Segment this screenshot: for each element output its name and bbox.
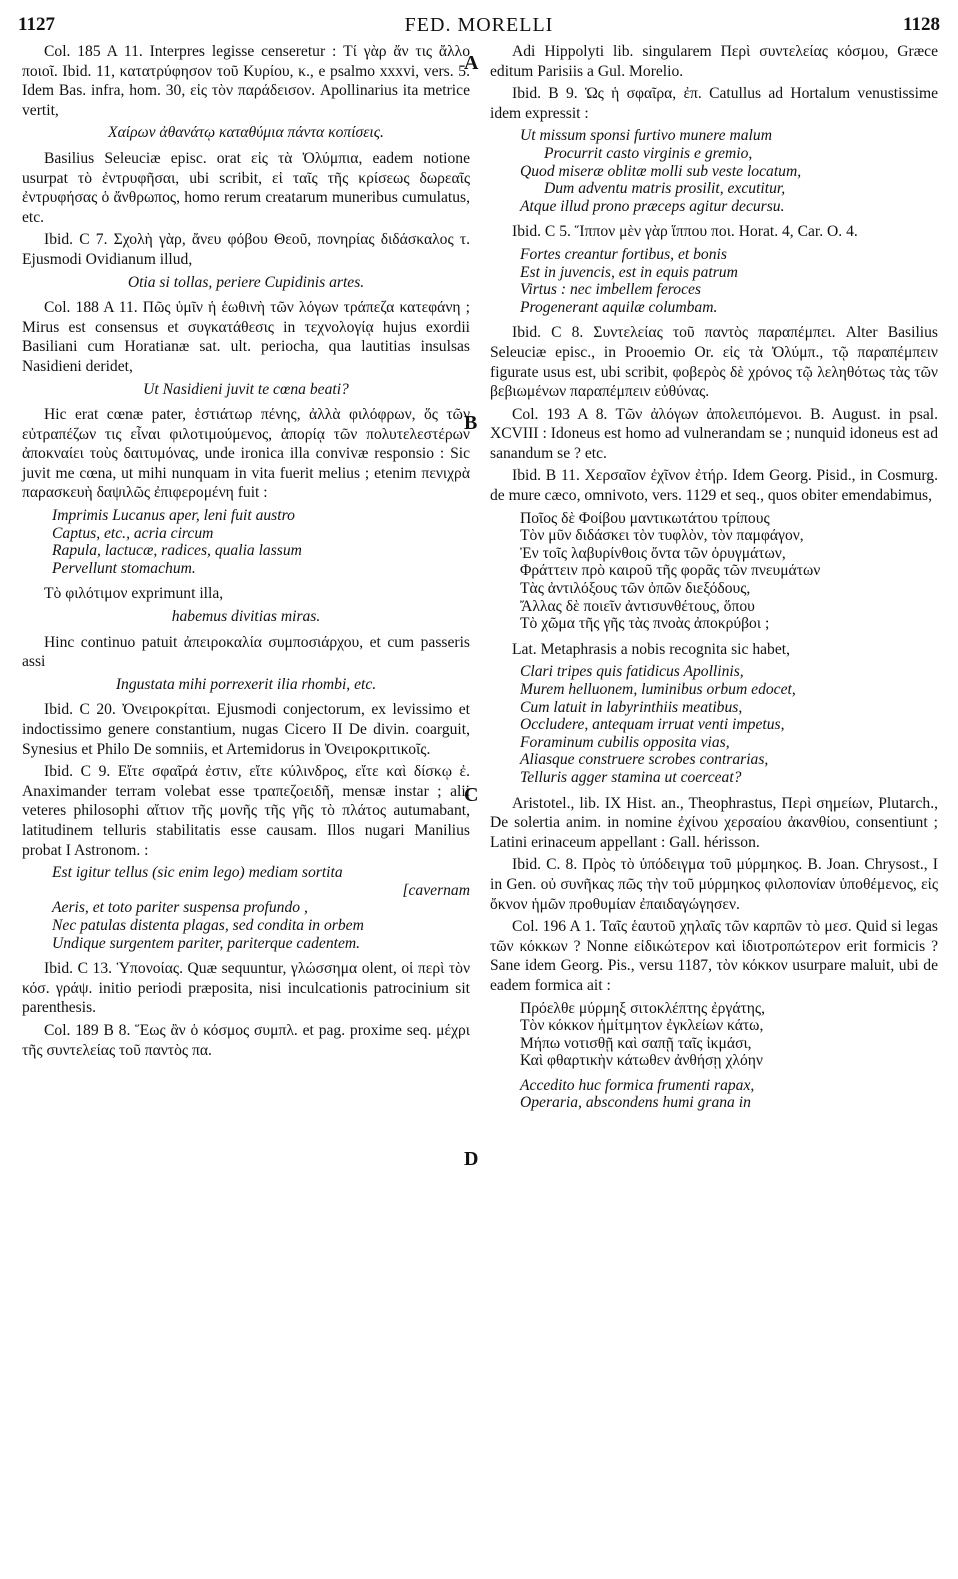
verse-block [520, 246, 938, 316]
verse-line: Fortes creantur fortibus, et bonis [520, 245, 727, 263]
paragraph: Ibid. C 13. Ὑπονοίας. Quæ sequuntur, γλώσσημα olent, οἱ περὶ τὸν κόσ. γράψ. initio periodi præposita, nisi inculcationis patrocinium sit parenthesis. [22, 960, 470, 1017]
verse-line: Captus, etc., acria circum [52, 524, 214, 542]
verse-line: Est igitur tellus (sic enim lego) mediam sortita [52, 864, 343, 882]
verse-line: Τὸ χῶμα τῆς γῆς τὰς πνοὰς ἀποκρύβοι ; [520, 615, 770, 633]
margin-marker-b: B [464, 412, 478, 434]
verse-line: Ut missum sponsi furtivo munere malum [520, 127, 772, 145]
margin-marker-c: C [464, 784, 479, 806]
verse-line: Aliasque construere scrobes contrarias, [520, 751, 769, 769]
quotation-line: habemus divitias miras. [171, 608, 321, 626]
verse-line: Φράττειν πρὸ καιροῦ τῆς φορᾶς τῶν πνευμάτων [520, 562, 821, 580]
right-column-number: 1128 [903, 14, 940, 35]
paragraph: Lat. Metaphrasis a nobis recognita sic habet, [512, 640, 790, 658]
verse-line: Τὰς ἀντιλόξους τῶν ὀπῶν διεξόδους, [520, 580, 751, 598]
paragraph: Hic erat cœnæ pater, ἑστιάτωρ πένης, ἀλλὰ φιλόφρων, ὅς τῶν εὐτραπέζων τις εἶναι φιλοτιμούμενος, ἀπορίᾳ τῶν πολυτελεστέρων ἀποκναίει τοὺς δαιτυμόνας, unde ironica illa convivæ responsio : Sic juvit me cœna, ut mihi nunquam in vita fuerit melius ; etenim πενιχρὰ παρασκευὴ δαψιλῶς ἐπιφερομένη fuit : [22, 406, 470, 502]
paragraph: Basilius Seleuciæ episc. orat εἰς τὰ Ὀλύμπια, eadem notione usurpat τὸ ἐντρυφῆσαι, ubi scribit, εἰ ταῖς τῆς κρίσεως δωρεαῖς ἐντρυφήσας ὁ ἄνθρωπος, homo rerum creatarum muneribus cumulatus, etc. [22, 149, 470, 226]
quotation-line: Χαίρων ἀθανάτῳ καταθύμια πάντα κοπίσεις. [108, 124, 384, 142]
verse-line: Ποῖος δὲ Φοίβου μαντικωτάτου τρίπους [520, 509, 770, 527]
verse-block [520, 1077, 938, 1112]
verse-line: Pervellunt stomachum. [52, 559, 196, 577]
verse-line: Progenerant aquilæ columbam. [520, 298, 718, 316]
verse-line: Accedito huc formica frumenti rapax, [520, 1076, 755, 1094]
verse-line: Atque illud prono præceps agitur decursu. [520, 197, 785, 215]
left-column [22, 42, 470, 1063]
paragraph: Col. 193 A 8. Τῶν ἀλόγων ἀπολειπόμενοι. B. August. in psal. XCVIII : Idoneus est homo ad vulnerandam se ; nunquid idoneus est ad sanandum se ? etc. [490, 405, 938, 462]
verse-line: Undique surgentem pariter, pariterque cadentem. [52, 934, 361, 952]
paragraph: Col. 189 B 8. Ἕως ἂν ὁ κόσμος συμπλ. et pag. proxime seq. μέχρι τῆς συντελείας τοῦ παντὸς πα. [22, 1021, 470, 1059]
verse-line: Clari tripes quis fatidicus Apollinis, [520, 663, 744, 681]
paragraph: Adi Hippolyti lib. singularem Περὶ συντελείας κόσμου, Græce editum Parisiis a Gul. Morelio. [490, 43, 938, 80]
left-column-number: 1127 [18, 14, 55, 35]
verse-line: Murem helluonem, luminibus orbum edocet, [520, 681, 796, 698]
verse-block [520, 663, 938, 786]
quotation-line: Ingustata mihi porrexerit ilia rhombi, etc. [115, 675, 377, 693]
verse-line: Telluris agger stamina ut coerceat? [520, 768, 742, 786]
verse-line: [cavernam [402, 881, 470, 899]
verse-line: Μήπω νοτισθῇ καὶ σαπῇ ταῖς ἰκμάσι, [520, 1034, 752, 1052]
verse-block [520, 127, 938, 215]
verse-line: Καὶ φθαρτικὴν κάτωθεν ἀνθήσῃ χλόην [520, 1052, 763, 1070]
paragraph: Ibid. C 9. Εἴτε σφαῖρά ἐστιν, εἴτε κύλινδρος, εἴτε καὶ δίσκῳ ἐ. Anaximander terram volebat esse τραπεζοειδῆ, mensæ instar ; alii veteres philosophi αἴτιον τῆς μονῆς τῆς γῆς τὸ πλάτος autumabant, latitudinem telluris stabilitatis esse causam. Illos nugari Manilius probat I Astronom. : [22, 763, 470, 859]
margin-marker-a: A [464, 52, 479, 74]
verse-block [520, 1000, 938, 1070]
verse-line: Occludere, antequam irruat venti impetus, [520, 716, 785, 734]
verse-line: Virtus : nec imbellem feroces [520, 281, 702, 299]
paragraph: Col. 196 A 1. Ταῖς ἑαυτοῦ χηλαῖς τῶν καρπῶν τὸ μεσ. Quid si legas τῶν κόκκων ? Nonne εἰδικώτερον καὶ ἰδιοτροπώτερον erit formicis ? Sane idem Georg. Pis., versu 1187, τὸν κόκκον usurpare maluit, ubi de eadem formica ait : [490, 918, 938, 994]
verse-line: Πρόελθε μύρμηξ σιτοκλέπτης ἐργάτης, [520, 999, 765, 1017]
paragraph: Ibid. C 8. Συντελείας τοῦ παντὸς παραπέμπει. Alter Basilius Seleuciæ episc., in Prooemio Or. εἰς τὰ Ὀλύμπ., τῷ παραπέμπειν figurate usus est, ubi scribit, φοβερὸς δὲ χρόνος τῷ λεληθότως τὰς τῶν βεβιωμένων παραπέμπειν εὐθύνας. [490, 324, 938, 401]
verse-line: Operaria, abscondens humi grana in [520, 1094, 751, 1112]
paragraph: Col. 188 A 11. Πῶς ὑμῖν ἡ ἑωθινὴ τῶν λόγων τράπεζα κατεφάνη ; Mirus est consensus et συγκατάθεσις in τεχνολογίᾳ hujus exordii Basiliani cum Horatianæ sat. ult. periocha, qua lautitias insulsas Nasidieni deridet, [22, 299, 470, 375]
verse-line: Imprimis Lucanus aper, leni fuit austro [52, 507, 295, 525]
verse-line: Foraminum cubilis opposita vias, [520, 733, 730, 751]
verse-line: Nec patulas distenta plagas, sed condita in orbem [52, 916, 364, 934]
verse-line: Quod miseræ oblitæ molli sub veste locatum, [520, 162, 802, 180]
paragraph: Ibid. C. 8. Πρὸς τὸ ὑπόδειγμα τοῦ μύρμηκος. B. Joan. Chrysost., I in Gen. οὐ συνῆκας πῶς τὴν τοῦ μύρμηκος φιλοπονίαν ὑποθέμενος, εἰς ὄκνον ἡμῶν προθυμίαν ἐπαιδαγώγησεν. [490, 856, 938, 913]
margin-marker-d: D [464, 1148, 479, 1170]
paragraph: Ibid. C 7. Σχολὴ γὰρ, ἄνευ φόβου Θεοῦ, πονηρίας διδάσκαλος τ. Ejusmodi Ovidianum illud, [22, 231, 470, 268]
verse-line: Ἐν τοῖς λαβυρίνθοις ὄντα τῶν ὀρυγμάτων, [520, 544, 786, 562]
paragraph: Ibid. B 11. Χερσαῖον ἐχῖνον ἐτήρ. Idem Georg. Pisid., in Cosmurg. de mure cæco, omnivoto, vers. 1129 et seq., quos obiter emendabimus, [490, 467, 938, 505]
verse-line: Aeris, et toto pariter suspensa profundo , [52, 899, 308, 917]
verse-line: Rapula, lactucæ, radices, qualia lassum [52, 542, 302, 560]
verse-line: Τὸν κόκκον ἡμίτμητον ἐγκλείων κάτω, [520, 1017, 764, 1035]
paragraph: Τὸ φιλότιμον exprimunt illa, [44, 585, 224, 603]
quotation-line: Ut Nasidieni juvit te cœna beati? [143, 380, 349, 398]
verse-block [520, 510, 938, 633]
verse-line: Τὸν μῦν διδάσκει τὸν τυφλὸν, τὸν παμφάγον, [520, 527, 804, 545]
paragraph: Col. 185 A 11. Interpres legisse censeretur : Τί γὰρ ἄν τις ἄλλο ποιοῖ. Ibid. 11, κατατρύφησον τοῦ Κυρίου, κ., e psalmo xxxvi, vers. 5. Idem Bas. infra, hom. 30, εἰς τὸν παράδεισον. Apollinarius ita metrice vertit, [22, 43, 470, 119]
verse-line: Procurrit casto virginis e gremio, [544, 144, 753, 162]
verse-line: Ἄλλας δὲ ποιεῖν ἀντισυνθέτους, ὅπου [520, 597, 755, 615]
paragraph: Aristotel., lib. IX Hist. an., Theophrastus, Περὶ σημείων, Plutarch., De solertia anim. in nomine ἐχίνου χερσαίου ἀκανθίου, consentiunt ; Latini erinaceum appellant : Gall. hérisson. [490, 794, 938, 851]
paragraph: Ibid. C 5. Ἵππον μὲν γὰρ ἵππου ποι. Horat. 4, Car. O. 4. [512, 223, 858, 241]
verse-line: Cum latuit in labyrinthiis meatibus, [520, 698, 743, 716]
paragraph: Ibid. C 20. Ὀνειροκρίται. Ejusmodi conjectorum, ex levissimo et indoctissimo genere constantium, nugas Cicero II De divin. coarguit, Synesius et Philo De somniis, et Artemidorus in Ὀνειροκριτικοῖς. [22, 701, 470, 758]
running-title: FED. MORELLI [404, 14, 554, 36]
page-header [18, 14, 940, 42]
quotation-line: Otia si tollas, periere Cupidinis artes. [127, 273, 365, 291]
verse-line: Dum adventu matris prosilit, excutitur, [544, 180, 786, 198]
verse-block [52, 507, 470, 577]
paragraph: Hinc continuo patuit ἀπειροκαλία συμποσιάρχου, et cum passeris assi [22, 633, 470, 671]
verse-line: Est in juvencis, est in equis patrum [520, 263, 738, 281]
verse-block [52, 864, 470, 952]
right-column [490, 42, 938, 1119]
paragraph: Ibid. B 9. Ὡς ἡ σφαῖρα, ἐπ. Catullus ad Hortalum venustissime idem expressit : [490, 85, 938, 122]
